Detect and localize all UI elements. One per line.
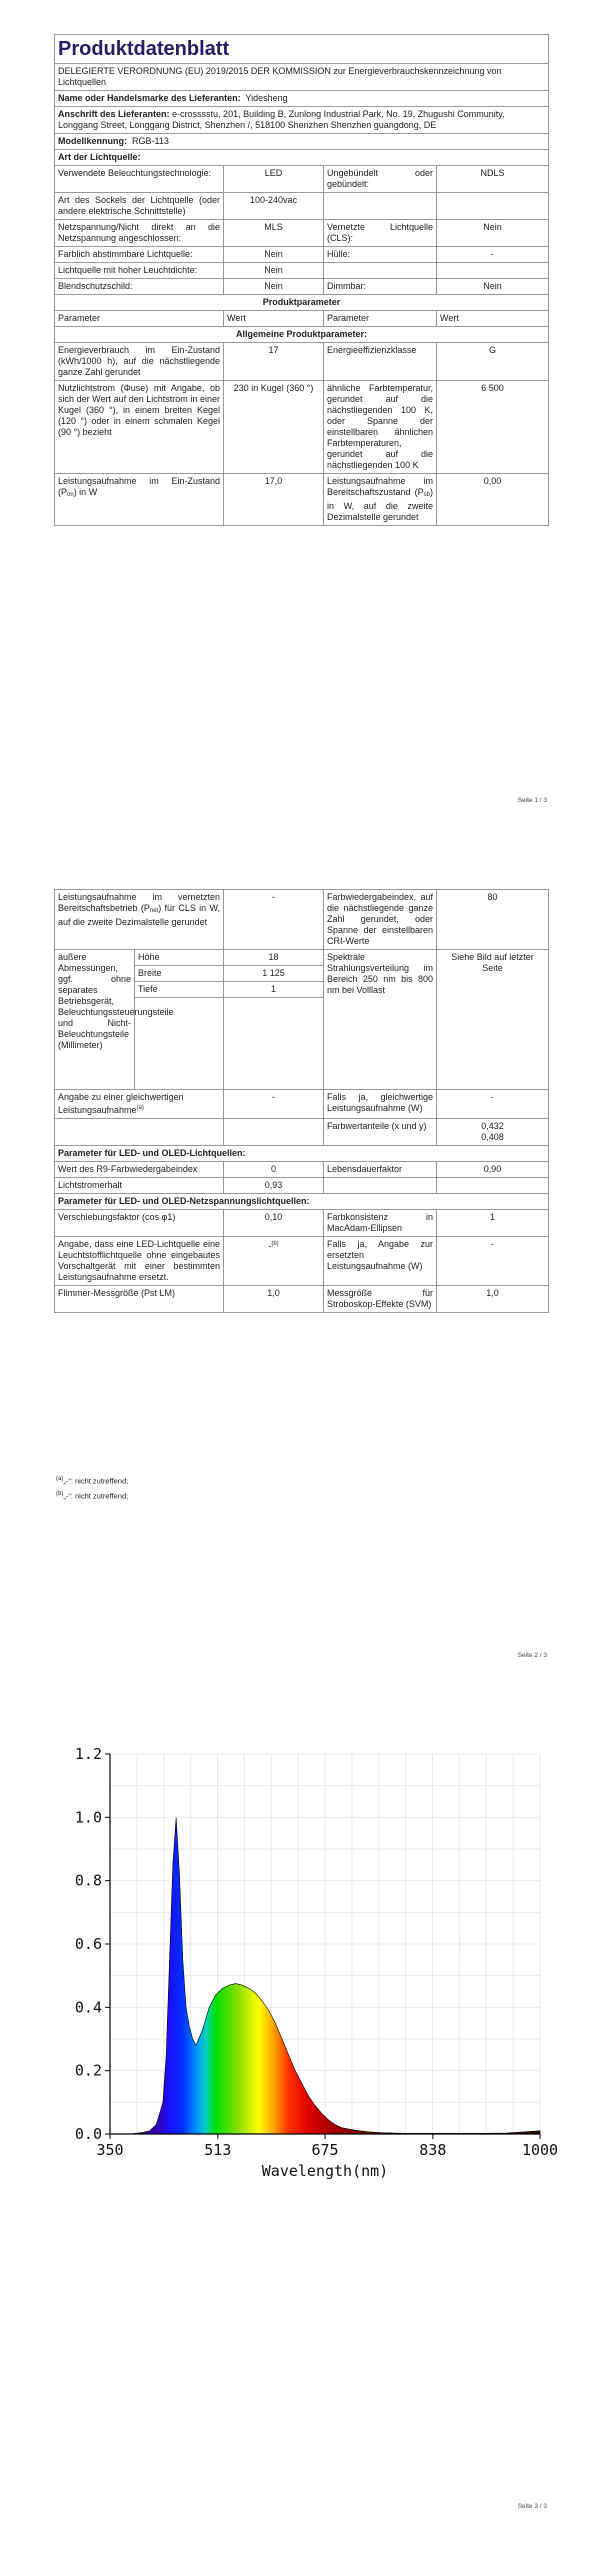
row-label: Leistungsaufnahme im Bereitschaftszustand $(P_{sb})$ in W, auf die zweite Dezimalstelle gerundet [324,474,437,526]
page-number: Seite 1 / 3 [517,797,547,804]
row-label: Art des Sockels der Lichtquelle (oder andere elektrische Schnittstelle) [55,193,224,220]
table-row [55,890,549,950]
row-label: Flimmer-Messgröße (Pst LM) [55,1286,224,1313]
model-row [55,134,549,150]
row-label: Energieverbrauch im Ein-Zustand (kWh/1000 h), auf die nächstliegende ganze Zahl gerundet [55,343,224,381]
row-value: 1,0 [437,1286,549,1313]
row-value: 6 500 [437,381,549,474]
row-label: Farbkonsistenz in MacAdam-Ellipsen [324,1210,437,1237]
table-row [55,166,549,193]
row-value: 1 [437,1210,549,1237]
row-label: Falls ja, Angabe zur ersetzten Leistungsaufnahme (W) [324,1237,437,1286]
row-value: NDLS [437,166,549,193]
x-tick-label: 513 [204,2141,232,2159]
row-label: Wert des R9-Farbwiedergabeindex [55,1162,224,1178]
row-value: 1,0 [224,1286,324,1313]
row-value: 230 in Kugel (360 °) [224,381,324,474]
table-row [55,1210,549,1237]
table-row [55,1178,549,1194]
footnote-b: $^{(b)}$„-“: nicht zutreffend; [56,1490,129,1500]
row-value: Nein [437,279,549,295]
table-row [55,1162,549,1178]
product-params-header: Produktparameter [55,295,549,311]
table-row [55,220,549,247]
model-id: RGB-113 [132,136,169,146]
row-value: 0 [224,1162,324,1178]
regulation-text: DELEGIERTE VERORDNUNG (EU) 2019/2015 DER KOMMISSION zur Energieverbrauchskennzeichnung von Lichtquellen [55,64,549,91]
x-tick-label: 675 [311,2141,339,2159]
y-tick-label: 0.6 [74,1935,102,1953]
table-row [55,279,549,295]
row-value: 100-240vac [224,193,324,220]
row-value: LED [224,166,324,193]
row-label [324,193,437,220]
row-value: G [437,343,549,381]
row-label: Lichtquelle mit hoher Leuchtdichte: [55,263,224,279]
datasheet-page1 [54,34,549,526]
row-value: - [437,1237,549,1286]
table-row [55,1286,549,1313]
row-value: Nein [224,263,324,279]
supplier-name-row [55,91,549,107]
x-tick-label: 350 [96,2141,124,2159]
row-label: Leistungsaufnahme im Ein-Zustand $(P_{on})$ in W [55,474,224,526]
row-label: Messgröße für Stroboskop-Effekte (SVM) [324,1286,437,1313]
spectral-label: Spektrale Strahlungsverteilung im Bereich 250 nm bis 800 nm bei Volllast [324,950,437,1090]
dimension-name: Breite [135,966,224,982]
row-value: Nein [224,247,324,263]
row-label: Verschiebungsfaktor (cos φ1) [55,1210,224,1237]
row-label: Farblich abstimmbare Lichtquelle: [55,247,224,263]
table-row [55,193,549,220]
row-label: Vernetzte Lichtquelle (CLS): [324,220,437,247]
row-label: Falls ja, gleichwertige Leistungsaufnahme (W) [324,1090,437,1119]
general-params-header: Allgemeine Produktparameter: [55,327,549,343]
y-tick-label: 0.4 [74,1998,102,2017]
row-value: 17,0 [224,474,324,526]
table-row [55,1090,549,1119]
dimensions-label: äußere Abmessungen, ggf. ohne separates Betriebsgerät, Beleuchtungssteuerungsteile und Nicht-Beleuchtungsteile (Millimeter) [55,950,135,1090]
y-tick-label: 0.2 [74,2061,102,2080]
table-row [55,247,549,263]
column-header: Wert [437,311,549,327]
light-source-type-header: Art der Lichtquelle: [55,150,549,166]
x-tick-label: 1000 [521,2141,559,2159]
table-row [55,1119,549,1146]
row-value: - [224,890,324,950]
row-value [437,263,549,279]
dimension-name: Tiefe [135,982,224,998]
column-header: Parameter [324,311,437,327]
page-number: Seite 2 / 3 [517,1652,547,1659]
row-value: Nein [224,279,324,295]
datasheet-page2 [54,889,549,1313]
row-label: Ungebündelt oder gebündelt: [324,166,437,193]
table-row [55,474,549,526]
row-label: Netzspannung/Nicht direkt an die Netzspannung angeschlossen: [55,220,224,247]
spectral-value: Siehe Bild auf letzter Seite [437,950,549,1090]
row-value: 80 [437,890,549,950]
table-row [55,343,549,381]
row-label: Farbwiedergabeindex, auf die nächstliegende ganze Zahl gerundet, oder Spanne der einstellbaren CRI-Werte [324,890,437,950]
chromaticity-value: 0,432 0,408 [437,1119,549,1146]
column-header: Parameter [55,311,224,327]
footnotes [56,1473,128,1502]
dimension-value: 1 [224,982,324,998]
row-label: Verwendete Beleuchtungstechnologie: [55,166,224,193]
row-value: 0,93 [224,1178,324,1194]
page-number: Seite 3 / 3 [517,2503,547,2510]
mains-params-header: Parameter für LED- und OLED-Netzspannungslichtquellen: [55,1194,549,1210]
row-value: MLS [224,220,324,247]
supplier-address-row [55,107,549,134]
supplier-address: e-crosssstu, 201, Building B, Zunlong Industrial Park, No. 19, Zhugushi Community, Longgang Street, Longgang District, Shenzhen /, 518100 Shenzhen Shenzhen guangdong, DE [58,109,505,130]
footnote-a: $^{(a)}$„-“: nicht zutreffend; [56,1476,129,1486]
row-value: 0,10 [224,1210,324,1237]
row-label: Nutzlichtstrom (Φuse) mit Angabe, ob sich der Wert auf den Lichtstrom in einer Kugel (360 °), in einem breiten Kegel (120 °) oder in einem schmalen Kegel (90 °) bezieht [55,381,224,474]
supplier-name-label: Name oder Handelsmarke des Lieferanten: [58,93,241,103]
page-title: Produktdatenblatt [55,35,549,64]
row-label: ähnliche Farbtemperatur, gerundet auf die nächstliegenden 100 K, oder Spanne der einstellbaren ähnlichen Farbtemperaturen, gerundet auf die nächstliegenden 100 K [324,381,437,474]
spectral-chart-svg [60,1742,559,2182]
row-value: Nein [437,220,549,247]
column-header-row [55,311,549,327]
row-value: 17 [224,343,324,381]
table-row [55,950,549,966]
row-value: - [224,1090,324,1119]
footnote-ref: (a) [136,1105,144,1111]
x-tick-label: 838 [419,2141,447,2159]
row-label: Lichtstromerhalt [55,1178,224,1194]
row-label [324,263,437,279]
led-params-header: Parameter für LED- und OLED-Lichtquellen: [55,1146,549,1162]
address-label: Anschrift des Lieferanten: [58,109,170,119]
row-label: Angabe, dass eine LED-Lichtquelle eine Leuchtstofflichtquelle ohne eingebautes Vorschaltgerät mit einer bestimmten Leistungsaufnahme ersetzt. [55,1237,224,1286]
table-row [55,263,549,279]
y-tick-label: 0.0 [74,2125,102,2143]
row-label: Lebensdauerfaktor [324,1162,437,1178]
x-axis-label: Wavelength(nm) [261,2162,389,2180]
row-value: 0,00 [437,474,549,526]
row-label: Dimmbar: [324,279,437,295]
dimension-name: Höhe [135,950,224,966]
row-label: Blendschutzschild: [55,279,224,295]
row-value [224,1237,324,1286]
row-label: Leistungsaufnahme im vernetzten Bereitschaftsbetrieb $(P_{net})$ für CLS in W, auf die zweite Dezimalstelle gerundet [55,890,224,950]
spectral-chart [60,1742,559,2182]
row-value [437,193,549,220]
y-tick-label: 1.2 [74,1745,102,1763]
chromaticity-label: Farbwertanteile (x und y) [324,1119,437,1146]
footnote-ref: (b) [271,1241,279,1247]
row-value: - [437,1090,549,1119]
y-tick-label: 0.8 [74,1871,102,1890]
row-label: Energieeffizienzklasse [324,343,437,381]
dimension-value: 18 [224,950,324,966]
y-tick-label: 1.0 [74,1808,102,1827]
table-row [55,1237,549,1286]
row-value: 0,90 [437,1162,549,1178]
equiv-label: Angabe zu einer gleichwertigen Leistungsaufnahme [58,1092,184,1115]
replace-value: - [268,1241,272,1251]
model-label: Modellkennung: [58,136,127,146]
table-row [55,381,549,474]
supplier-name: Yidesheng [245,93,288,103]
dimension-value: 1 125 [224,966,324,982]
row-label [55,1090,224,1119]
row-value: - [437,247,549,263]
row-label: Hülle: [324,247,437,263]
column-header: Wert [224,311,324,327]
